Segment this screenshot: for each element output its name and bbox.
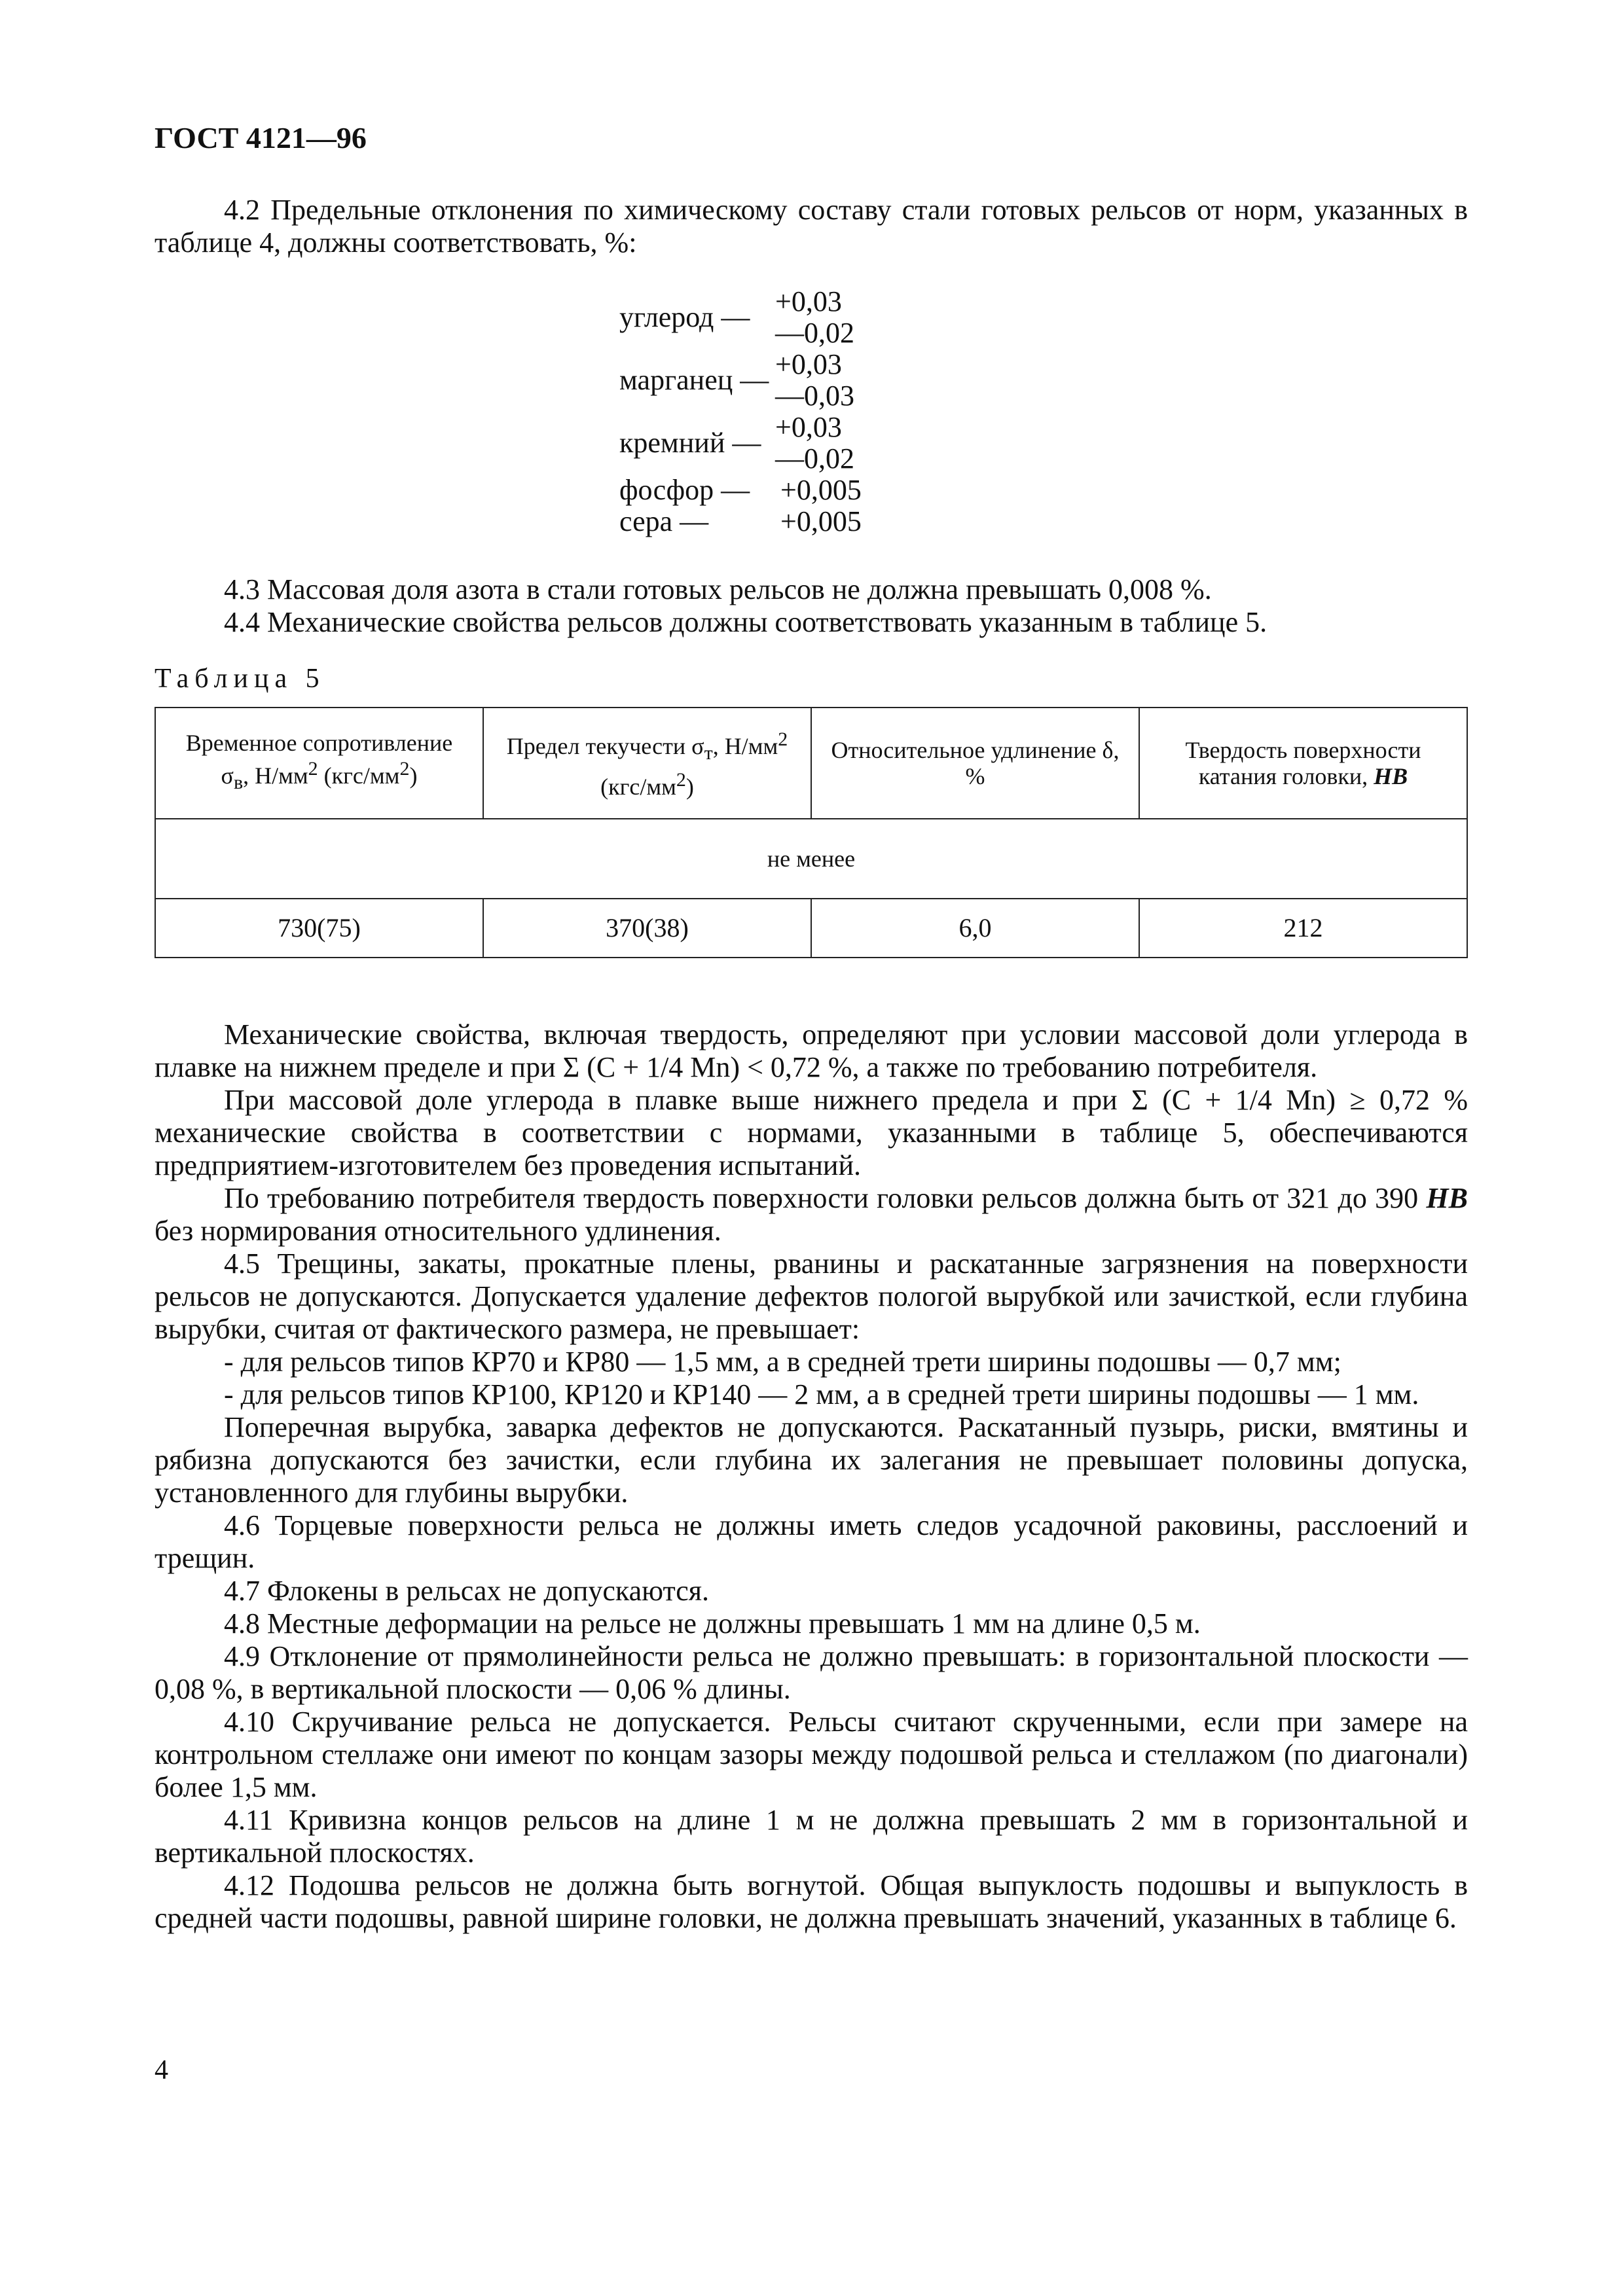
tolerance-name: углерод — bbox=[619, 301, 750, 333]
paragraph-4-3: 4.3 Массовая доля азота в стали готовых рельсов не должна превышать 0,008 %. bbox=[224, 573, 1212, 605]
tolerance-name: фосфор — bbox=[619, 474, 750, 506]
paragraph-4-12: 4.12 Подошва рельсов не должна быть вогнутой. Общая выпуклость подошвы и выпуклость в средней части подошвы, равной ширине головки, не должна превышать значений, указанных в таблице 6. bbox=[155, 1869, 1468, 1934]
tolerance-lower: —0,02 bbox=[775, 442, 854, 475]
value-elongation: 6,0 bbox=[811, 899, 1139, 958]
min-label: не менее bbox=[155, 819, 1467, 899]
section-4-2 bbox=[155, 194, 1468, 259]
paragraph-4-7: 4.7 Флокены в рельсах не допускаются. bbox=[224, 1575, 709, 1607]
list-item-kr100-kr140: - для рельсов типов КР100, КР120 и КР140 — 2 мм, а в средней трети ширины подошвы — 1 мм. bbox=[224, 1378, 1419, 1410]
page-number: 4 bbox=[155, 2055, 168, 2085]
section-4-3-4-4 bbox=[155, 573, 1468, 639]
tolerance-phosphorus bbox=[619, 474, 907, 505]
paragraph-4-8: 4.8 Местные деформации на рельсе не должны превышать 1 мм на длине 0,5 м. bbox=[224, 1607, 1201, 1640]
value-yield-strength: 370(38) bbox=[483, 899, 811, 958]
paragraph-carbon-above: При массовой доле углерода в плавке выше нижнего предела и при Σ (С + 1/4 Mn) ≥ 0,72 % механические свойства в соответствии с нормами, указанными в таблице 5, обеспечиваются предприятием-изготовителем без проведения испытаний. bbox=[155, 1084, 1468, 1181]
header-elongation: Относительное удлинение δ, % bbox=[811, 708, 1139, 819]
list-item-kr70-kr80: - для рельсов типов КР70 и КР80 — 1,5 мм, а в средней трети ширины подошвы — 0,7 мм; bbox=[224, 1346, 1341, 1378]
tolerance-silicon bbox=[619, 411, 907, 474]
body-text bbox=[155, 1018, 1468, 1935]
paragraph-4-6: 4.6 Торцевые поверхности рельса не должны иметь следов усадочной раковины, расслоений и трещин. bbox=[155, 1509, 1468, 1574]
chemical-tolerance-list bbox=[619, 285, 907, 537]
table-5 bbox=[155, 707, 1468, 958]
tolerance-upper: +0,03 bbox=[775, 348, 842, 380]
tolerance-carbon bbox=[619, 285, 907, 348]
paragraph-4-4: 4.4 Механические свойства рельсов должны соответствовать указанным в таблице 5. bbox=[224, 606, 1267, 638]
table-5-caption: Таблица 5 bbox=[155, 664, 325, 694]
document-header-title: ГОСТ 4121—96 bbox=[155, 121, 367, 154]
paragraph-4-10: 4.10 Скручивание рельса не допускается. Рельсы считают скрученными, если при замере на контрольном стеллаже они имеют по концам зазоры между подошвой рельса и стеллажом (по диагонали) более 1,5 мм. bbox=[155, 1706, 1468, 1803]
table-header-row bbox=[155, 708, 1467, 819]
tolerance-upper: +0,03 bbox=[775, 411, 842, 443]
tolerance-name: марганец — bbox=[619, 364, 769, 396]
table-values-row bbox=[155, 899, 1467, 958]
tolerance-name: сера — bbox=[619, 505, 709, 537]
header-yield-strength: Предел текучести $\sigma_т$, $Н/мм^2$ $(кгс/мм^2)$ bbox=[483, 708, 811, 819]
tolerance-value: +0,005 bbox=[780, 474, 862, 506]
paragraph-4-9: 4.9 Отклонение от прямолинейности рельса не должно превышать: в горизонтальной плоскости — 0,08 %, в вертикальной плоскости — 0,06 % длины. bbox=[155, 1640, 1468, 1705]
value-hardness: 212 bbox=[1139, 899, 1467, 958]
paragraph-4-2: 4.2 Предельные отклонения по химическому составу стали готовых рельсов от норм, указанных в таблице 4, должны соответствовать, %: bbox=[155, 194, 1468, 259]
tolerance-manganese bbox=[619, 348, 907, 411]
table-min-row bbox=[155, 819, 1467, 899]
tolerance-name: кремний — bbox=[619, 427, 761, 459]
paragraph-hardness: По требованию потребителя твердость поверхности головки рельсов должна быть от 321 до 390 НВ без нормирования относительного удлинения. bbox=[155, 1182, 1468, 1247]
paragraph-cross-cut: Поперечная вырубка, заварка дефектов не допускаются. Раскатанный пузырь, риски, вмятины и рябизна допускаются без зачистки, если глубина их залегания не превышает половины допуска, установленного для глубины вырубки. bbox=[155, 1411, 1468, 1509]
tolerance-sulfur bbox=[619, 505, 907, 537]
tolerance-lower: —0,03 bbox=[775, 380, 854, 412]
tolerance-lower: —0,02 bbox=[775, 317, 854, 349]
paragraph-4-5: 4.5 Трещины, закаты, прокатные плены, рванины и раскатанные загрязнения на поверхности рельсов не допускаются. Допускается удаление дефектов пологой вырубкой или зачисткой, если глубина вырубки, считая от фактического размера, не превышает: bbox=[155, 1247, 1468, 1345]
paragraph-mech-props: Механические свойства, включая твердость, определяют при условии массовой доли углерода в плавке на нижнем пределе и при Σ (С + 1/4 Mn) < 0,72 %, а также по требованию потребителя. bbox=[155, 1018, 1468, 1083]
header-tensile-strength: Временное сопротивление $\sigma_в$, $Н/мм^2$ $(кгс/мм^2)$ bbox=[155, 708, 483, 819]
tolerance-value: +0,005 bbox=[780, 505, 862, 537]
header-hardness: Твердость поверхности катания головки, НВ bbox=[1139, 708, 1467, 819]
paragraph-4-11: 4.11 Кривизна концов рельсов на длине 1 м не должна превышать 2 мм в горизонтальной и вертикальной плоскостях. bbox=[155, 1804, 1468, 1869]
value-tensile-strength: 730(75) bbox=[155, 899, 483, 958]
tolerance-upper: +0,03 bbox=[775, 285, 842, 317]
